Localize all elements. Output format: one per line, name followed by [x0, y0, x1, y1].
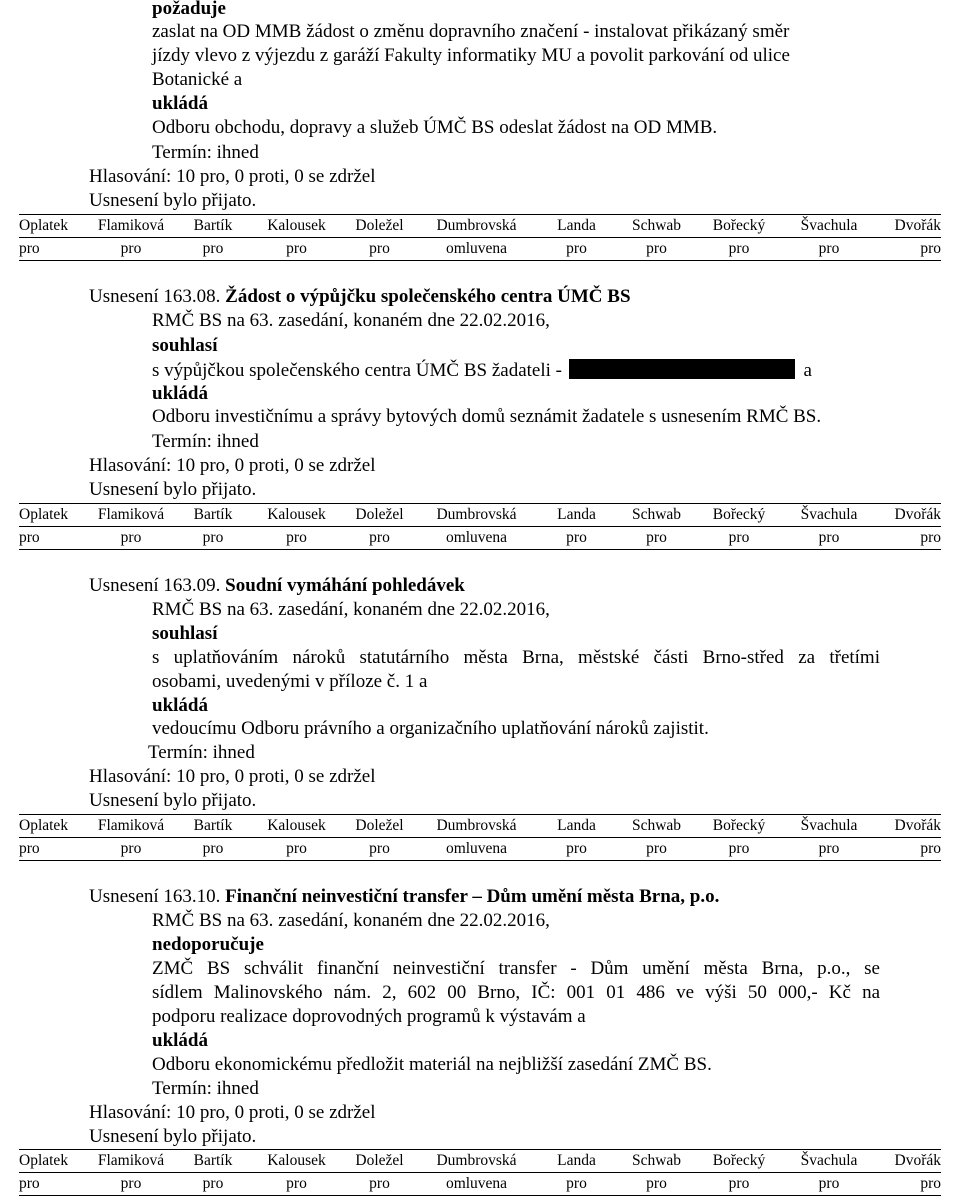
vote-values-row: [19, 238, 941, 261]
vote-name: Flamiková: [89, 1150, 173, 1173]
section-heading-souhlasi: souhlasí: [152, 335, 218, 356]
voting-result: Hlasování: 10 pro, 0 proti, 0 se zdržel: [89, 166, 376, 187]
vote-name: Oplatek: [19, 504, 89, 527]
vote-value: pro: [874, 1173, 941, 1196]
resolution-title-163-09: [89, 575, 465, 597]
vote-name: Švachula: [784, 815, 874, 838]
vote-value: pro: [253, 1173, 340, 1196]
vote-value: pro: [534, 527, 619, 550]
vote-value: pro: [694, 838, 784, 861]
council-session: RMČ BS na 63. zasedání, konaném dne 22.02.2016,: [152, 310, 550, 331]
section-heading-uklada: ukládá: [152, 93, 208, 114]
paragraph-line: Odboru ekonomickému předložit materiál na nejbližší zasedání ZMČ BS.: [152, 1054, 712, 1075]
council-session: RMČ BS na 63. zasedání, konaném dne 22.02.2016,: [152, 910, 550, 931]
resolution-status: Usnesení bylo přijato.: [89, 790, 257, 811]
vote-name: Kalousek: [253, 815, 340, 838]
vote-value: pro: [173, 1173, 253, 1196]
vote-name: Oplatek: [19, 1150, 89, 1173]
section-heading-uklada: ukládá: [152, 695, 208, 716]
vote-value: pro: [534, 838, 619, 861]
redaction-bar: [569, 359, 795, 379]
vote-value: pro: [534, 238, 619, 261]
vote-name: Kalousek: [253, 1150, 340, 1173]
vote-value: pro: [784, 238, 874, 261]
vote-value: pro: [173, 838, 253, 861]
vote-value: pro: [253, 838, 340, 861]
vote-name: Schwab: [619, 1150, 694, 1173]
vote-value: pro: [89, 1173, 173, 1196]
vote-name: Doležel: [340, 504, 419, 527]
resolution-subject: Žádost o výpůjčku společenského centra ÚMČ BS: [225, 286, 631, 307]
vote-names-row: [19, 504, 941, 527]
paragraph-line: zaslat na OD MMB žádost o změnu dopravního značení - instalovat přikázaný směr: [152, 21, 790, 42]
vote-value: pro: [619, 1173, 694, 1196]
vote-values-row: [19, 527, 941, 550]
vote-value: pro: [534, 1173, 619, 1196]
vote-value: pro: [19, 1173, 89, 1196]
vote-value: pro: [19, 838, 89, 861]
vote-value: pro: [173, 238, 253, 261]
paragraph-text: a: [798, 360, 812, 381]
paragraph-line: podporu realizace doprovodných programů k výstavám a: [152, 1006, 586, 1027]
vote-name: Bartík: [173, 215, 253, 238]
deadline: Termín: ihned: [152, 431, 259, 452]
vote-values-row: [19, 1173, 941, 1196]
vote-name: Landa: [534, 215, 619, 238]
deadline: Termín: ihned: [152, 1078, 259, 1099]
vote-name: Švachula: [784, 1150, 874, 1173]
vote-value: omluvena: [419, 238, 534, 261]
vote-name: Oplatek: [19, 815, 89, 838]
vote-value: pro: [694, 238, 784, 261]
vote-name: Dumbrovská: [419, 504, 534, 527]
paragraph-line: Botanické a: [152, 69, 243, 90]
vote-value: pro: [340, 527, 419, 550]
vote-name: Švachula: [784, 215, 874, 238]
vote-name: Dvořák: [874, 215, 941, 238]
vote-name: Doležel: [340, 1150, 419, 1173]
vote-value: pro: [694, 527, 784, 550]
vote-name: Dvořák: [874, 504, 941, 527]
resolution-subject: Soudní vymáhání pohledávek: [225, 575, 465, 596]
vote-value: pro: [340, 838, 419, 861]
vote-name: Landa: [534, 1150, 619, 1173]
vote-value: pro: [89, 838, 173, 861]
vote-value: pro: [619, 838, 694, 861]
vote-name: Dumbrovská: [419, 215, 534, 238]
resolution-number: Usnesení 163.10.: [89, 886, 226, 907]
vote-name: Bořecký: [694, 215, 784, 238]
vote-name: Flamiková: [89, 815, 173, 838]
paragraph-line: vedoucímu Odboru právního a organizačního uplatňování nároků zajistit.: [152, 718, 709, 739]
paragraph-text: s výpůjčkou společenského centra ÚMČ BS žadateli -: [152, 360, 567, 381]
vote-name: Dumbrovská: [419, 1150, 534, 1173]
deadline: Termín: ihned: [148, 742, 255, 763]
vote-name: Schwab: [619, 504, 694, 527]
resolution-status: Usnesení bylo přijato.: [89, 479, 257, 500]
paragraph-line: osobami, uvedenými v příloze č. 1 a: [152, 671, 428, 692]
vote-name: Schwab: [619, 815, 694, 838]
voting-result: Hlasování: 10 pro, 0 proti, 0 se zdržel: [89, 766, 376, 787]
vote-table: [19, 503, 941, 550]
vote-name: Oplatek: [19, 215, 89, 238]
vote-name: Dvořák: [874, 815, 941, 838]
vote-name: Bořecký: [694, 1150, 784, 1173]
vote-name: Bořecký: [694, 815, 784, 838]
vote-name: Kalousek: [253, 215, 340, 238]
deadline: Termín: ihned: [152, 142, 259, 163]
vote-value: pro: [89, 238, 173, 261]
section-heading-uklada: ukládá: [152, 383, 208, 404]
council-session: RMČ BS na 63. zasedání, konaném dne 22.02.2016,: [152, 599, 550, 620]
resolution-status: Usnesení bylo přijato.: [89, 190, 257, 211]
vote-name: Landa: [534, 504, 619, 527]
section-heading-souhlasi: souhlasí: [152, 623, 218, 644]
resolution-number: Usnesení 163.08.: [89, 286, 226, 307]
vote-value: pro: [89, 527, 173, 550]
vote-names-row: [19, 815, 941, 838]
vote-table: [19, 814, 941, 861]
resolution-subject: Finanční neinvestiční transfer – Dům umění města Brna, p.o.: [225, 886, 720, 907]
paragraph-line: Odboru investičnímu a správy bytových domů seznámit žadatele s usnesením RMČ BS.: [152, 406, 822, 427]
resolution-status: Usnesení bylo přijato.: [89, 1126, 257, 1147]
vote-name: Flamiková: [89, 215, 173, 238]
vote-value: pro: [874, 527, 941, 550]
vote-name: Bořecký: [694, 504, 784, 527]
vote-name: Schwab: [619, 215, 694, 238]
section-heading-nedoporucuje: nedoporučuje: [152, 934, 264, 955]
vote-name: Flamiková: [89, 504, 173, 527]
section-heading-pozaduje: požaduje: [152, 0, 226, 19]
vote-name: Bartík: [173, 504, 253, 527]
vote-value: pro: [694, 1173, 784, 1196]
paragraph-line: [152, 359, 812, 382]
paragraph-line: Odboru obchodu, dopravy a služeb ÚMČ BS odeslat žádost na OD MMB.: [152, 117, 718, 138]
vote-value: pro: [253, 238, 340, 261]
paragraph-line: sídlem Malinovského nám. 2, 602 00 Brno, IČ: 001 01 486 ve výši 50 000,- Kč na: [152, 982, 880, 1003]
vote-value: pro: [619, 238, 694, 261]
vote-value: omluvena: [419, 838, 534, 861]
vote-names-row: [19, 1150, 941, 1173]
vote-table: [19, 1149, 941, 1196]
vote-value: pro: [340, 1173, 419, 1196]
vote-value: pro: [340, 238, 419, 261]
vote-table: [19, 214, 941, 261]
vote-name: Dvořák: [874, 1150, 941, 1173]
vote-value: omluvena: [419, 527, 534, 550]
vote-value: pro: [173, 527, 253, 550]
resolution-number: Usnesení 163.09.: [89, 575, 226, 596]
paragraph-line: ZMČ BS schválit finanční neinvestiční transfer - Dům umění města Brna, p.o., se: [152, 958, 880, 979]
vote-value: pro: [619, 527, 694, 550]
vote-names-row: [19, 215, 941, 238]
vote-value: pro: [784, 1173, 874, 1196]
vote-value: pro: [19, 527, 89, 550]
voting-result: Hlasování: 10 pro, 0 proti, 0 se zdržel: [89, 1102, 376, 1123]
vote-name: Landa: [534, 815, 619, 838]
vote-values-row: [19, 838, 941, 861]
vote-name: Kalousek: [253, 504, 340, 527]
vote-name: Doležel: [340, 815, 419, 838]
vote-name: Bartík: [173, 1150, 253, 1173]
resolution-title-163-10: [89, 886, 719, 908]
vote-value: pro: [784, 527, 874, 550]
paragraph-line: jízdy vlevo z výjezdu z garáží Fakulty informatiky MU a povolit parkování od ulice: [152, 45, 790, 66]
paragraph-line: s uplatňováním nároků statutárního města Brna, městské části Brno-střed za třetími: [152, 647, 880, 668]
vote-name: Dumbrovská: [419, 815, 534, 838]
voting-result: Hlasování: 10 pro, 0 proti, 0 se zdržel: [89, 455, 376, 476]
vote-name: Švachula: [784, 504, 874, 527]
vote-name: Doležel: [340, 215, 419, 238]
resolution-title-163-08: [89, 286, 631, 308]
vote-value: pro: [253, 527, 340, 550]
vote-value: omluvena: [419, 1173, 534, 1196]
vote-value: pro: [784, 838, 874, 861]
vote-name: Bartík: [173, 815, 253, 838]
vote-value: pro: [874, 238, 941, 261]
section-heading-uklada: ukládá: [152, 1030, 208, 1051]
vote-value: pro: [19, 238, 89, 261]
vote-value: pro: [874, 838, 941, 861]
